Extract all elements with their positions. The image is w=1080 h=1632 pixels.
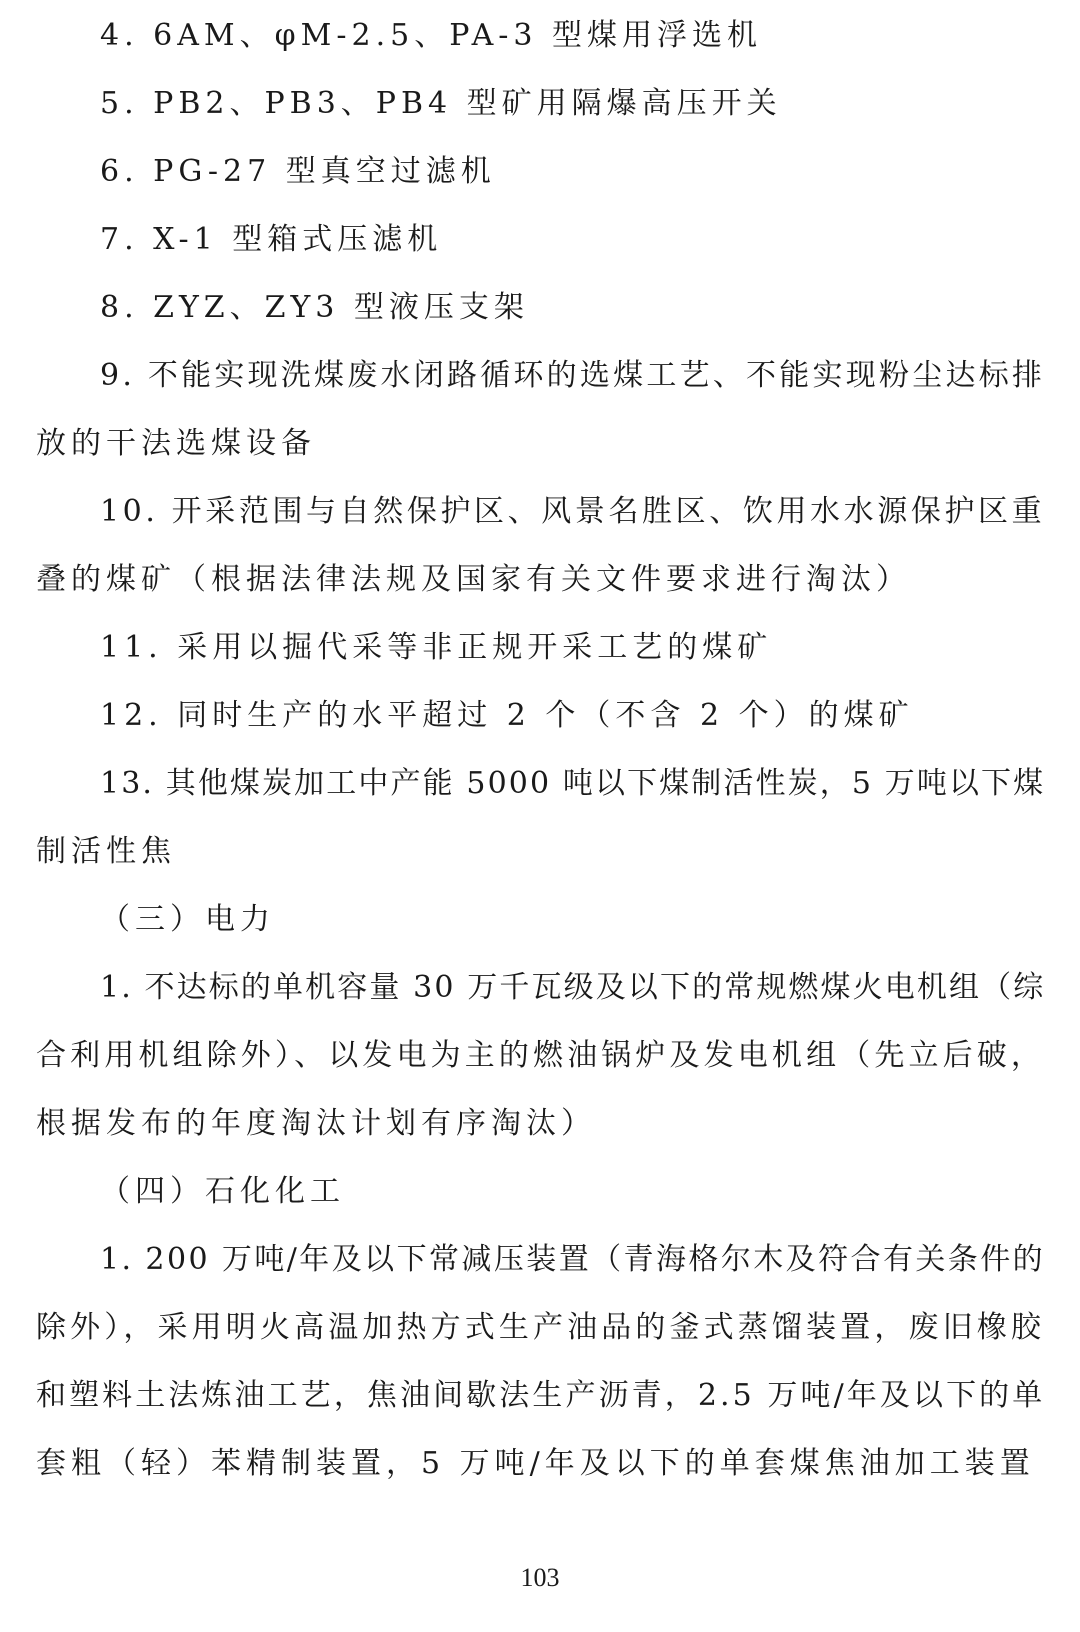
- list-item-5: 5. PB2、PB3、PB4 型矿用隔爆高压开关: [100, 86, 782, 121]
- list-item-13-line-1: 13. 其他煤炭加工中产能 5000 吨以下煤制活性炭，5 万吨以下煤: [100, 766, 1046, 801]
- list-item-12: 12. 同时生产的水平超过 2 个（不含 2 个）的煤矿: [100, 698, 914, 733]
- list-item-9-line-1: 9. 不能实现洗煤废水闭路循环的选煤工艺、不能实现粉尘达标排: [100, 358, 1046, 393]
- power-item-1-line-3: 根据发布的年度淘汰计划有序淘汰）: [36, 1106, 596, 1141]
- list-item-11: 11. 采用以掘代采等非正规开采工艺的煤矿: [100, 630, 773, 665]
- petrochem-item-1-line-3: 和塑料土法炼油工艺，焦油间歇法生产沥青，2.5 万吨/年及以下的单: [36, 1378, 1046, 1413]
- page-number: 103: [520, 1563, 560, 1592]
- power-item-1-line-2: 合利用机组除外）、以发电为主的燃油锅炉及发电机组（先立后破，: [36, 1038, 1045, 1073]
- petrochem-item-1-line-1: 1. 200 万吨/年及以下常减压装置（青海格尔木及符合有关条件的: [100, 1242, 1046, 1277]
- list-item-10-line-2: 叠的煤矿（根据法律法规及国家有关文件要求进行淘汰）: [36, 562, 911, 597]
- petrochem-item-1-line-2: 除外），采用明火高温加热方式生产油品的釜式蒸馏装置，废旧橡胶: [36, 1310, 1045, 1345]
- list-item-10-line-1: 10. 开采范围与自然保护区、风景名胜区、饮用水水源保护区重: [100, 494, 1046, 529]
- power-item-1-line-1: 1. 不达标的单机容量 30 万千瓦级及以下的常规燃煤火电机组（综: [100, 970, 1046, 1005]
- list-item-13-line-2: 制活性焦: [36, 834, 176, 869]
- list-item-6: 6. PG-27 型真空过滤机: [100, 154, 496, 189]
- list-item-4: 4. 6AM、φM-2.5、PA-3 型煤用浮选机: [100, 18, 763, 53]
- list-item-9-line-2: 放的干法选煤设备: [36, 426, 316, 461]
- section-heading-petrochemical: （四）石化化工: [100, 1174, 345, 1209]
- list-item-8: 8. ZYZ、ZY3 型液压支架: [100, 290, 529, 325]
- list-item-7: 7. X-1 型箱式压滤机: [100, 222, 443, 257]
- section-heading-electric-power: （三）电力: [100, 902, 275, 937]
- petrochem-item-1-line-4: 套粗（轻）苯精制装置，5 万吨/年及以下的单套煤焦油加工装置: [36, 1446, 1035, 1481]
